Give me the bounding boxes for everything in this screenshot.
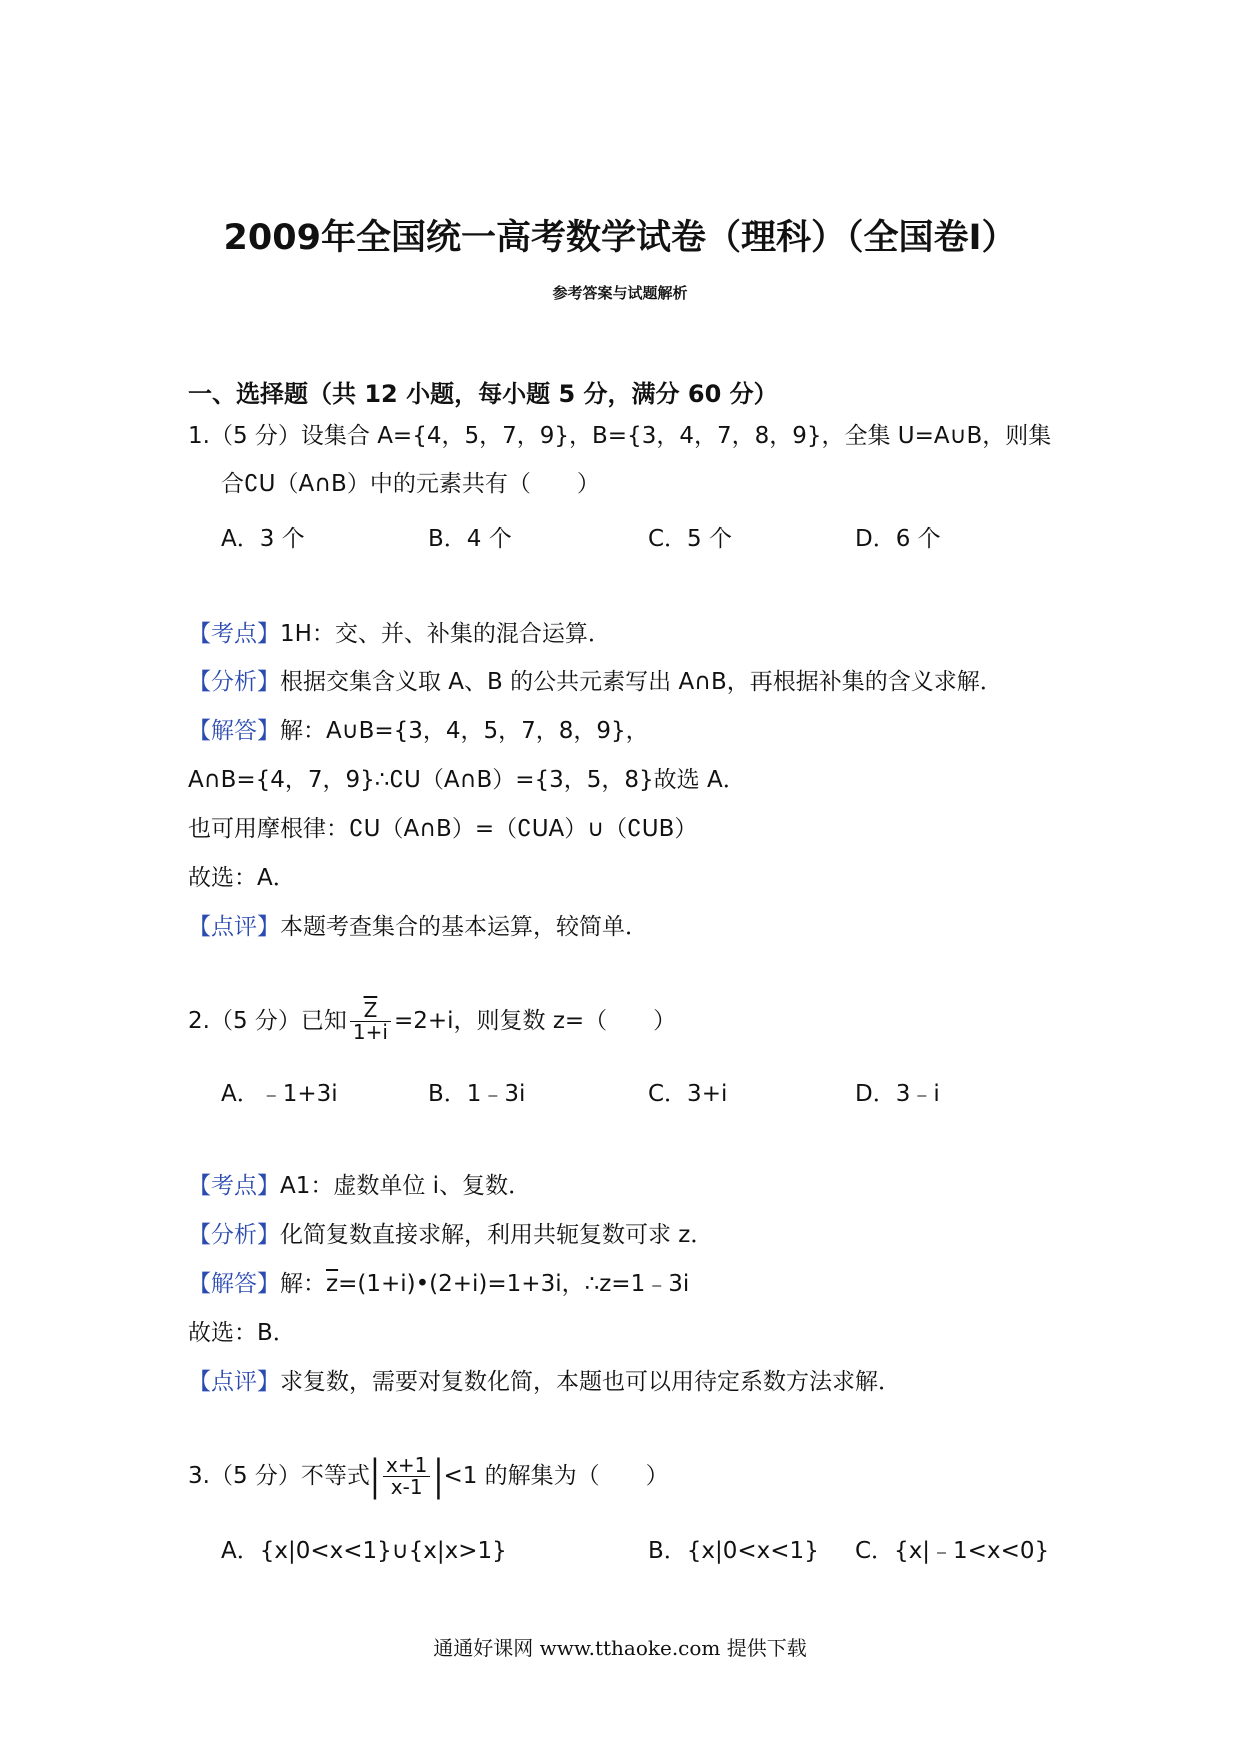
q2-option-c: C．3+i (648, 1081, 728, 1107)
q3-stem (188, 1451, 669, 1501)
q1-solution-line2: 也可用摩根律：∁U（A∩B）=（∁UA）∪（∁UB） (188, 816, 698, 842)
q1-jieda (188, 715, 649, 747)
q3-fraction (383, 1455, 430, 1498)
q2-option-d: D．3﹣i (855, 1081, 940, 1107)
q3-option-b: B．{x|0<x<1} (648, 1538, 819, 1564)
page-subtitle: 参考答案与试题解析 (552, 284, 688, 302)
q1-kaodian (188, 618, 611, 650)
section-heading: 一、选择题（共 12 小题，每小题 5 分，满分 60 分） (188, 380, 778, 408)
q2-kaodian (188, 1170, 531, 1202)
q1-kaodian-tag: 【考点】 (188, 621, 280, 647)
q2-conjugate-z: $\overline{z}$ (326, 1271, 339, 1297)
q2-fraction (350, 1000, 391, 1043)
q3-option-a: A．{x|0<x<1}∪{x|x>1} (221, 1538, 507, 1564)
q1-jieda-text: 解：A∪B={3，4，5，7，8，9}， (280, 718, 649, 744)
q1-solution-line3: 故选：A． (188, 865, 296, 891)
q2-dianping (188, 1366, 901, 1398)
q2-option-a: A．﹣1+3i (221, 1081, 338, 1107)
q2-stem-suffix: =2+i，则复数 z=（ ） (393, 1008, 677, 1034)
q1-option-d: D．6 个 (855, 526, 941, 552)
q1-dianping-text: 本题考查集合的基本运算，较简单． (280, 914, 648, 940)
footer-text: 通通好课网 www.tthaoke.com 提供下载 (433, 1636, 807, 1660)
q3-stem-prefix: 3.（5 分）不等式 (188, 1463, 370, 1489)
q1-solution-line1: A∩B={4，7，9}∴∁U（A∩B）={3，5，8}故选 A． (188, 767, 746, 793)
q2-fraction-numerator: $\overline{Z}$ (350, 1000, 391, 1022)
q1-stem-line1: 1.（5 分）设集合 A={4，5，7，9}，B={3，4，7，8，9}，全集 U=A∪B，则集 (188, 423, 1052, 449)
q2-jieda-prefix: 解： (280, 1271, 326, 1297)
q3-fraction-numerator: x+1 (383, 1455, 430, 1477)
q1-fenxi (188, 666, 1003, 698)
q2-option-b: B．1﹣3i (428, 1081, 526, 1107)
q2-fenxi-text: 化简复数直接求解，利用共轭复数可求 z． (280, 1222, 714, 1248)
q3-fraction-denominator: x-1 (390, 1475, 423, 1499)
q1-fenxi-tag: 【分析】 (188, 669, 280, 695)
q2-stem-prefix: 2.（5 分）已知 (188, 1008, 347, 1034)
q3-abs-bar-left: | (369, 1451, 380, 1501)
q3-abs-bar-right: | (433, 1451, 444, 1501)
q3-stem-suffix: <1 的解集为（ ） (443, 1463, 669, 1489)
q2-jieda-text: =(1+i)•(2+i)=1+3i，∴z=1﹣3i (338, 1271, 690, 1297)
q2-kaodian-text: A1：虚数单位 i、复数． (280, 1173, 532, 1199)
q1-fenxi-text: 根据交集含义取 A、B 的公共元素写出 A∩B，再根据补集的含义求解． (280, 669, 1003, 695)
q1-stem-line2: 合∁U（A∩B）中的元素共有（ ） (221, 471, 600, 497)
q2-stem (188, 1000, 676, 1043)
q1-jieda-tag: 【解答】 (188, 718, 280, 744)
q1-dianping (188, 911, 648, 943)
q1-dianping-tag: 【点评】 (188, 914, 280, 940)
q2-fenxi-tag: 【分析】 (188, 1222, 280, 1248)
q3-option-c: C．{x|﹣1<x<0} (855, 1538, 1050, 1564)
q1-option-b: B．4 个 (428, 526, 512, 552)
q2-fraction-denominator: 1+i (352, 1020, 388, 1044)
q2-kaodian-tag: 【考点】 (188, 1173, 280, 1199)
q1-option-a: A．3 个 (221, 526, 305, 552)
q2-fenxi (188, 1219, 713, 1251)
q2-dianping-tag: 【点评】 (188, 1369, 280, 1395)
page-title: 2009年全国统一高考数学试卷（理科）（全国卷Ⅰ） (223, 218, 1017, 258)
q2-solution-line1: 故选：B． (188, 1320, 296, 1346)
q2-jieda-tag: 【解答】 (188, 1271, 280, 1297)
q2-dianping-text: 求复数，需要对复数化简，本题也可以用待定系数方法求解． (280, 1369, 901, 1395)
q1-kaodian-text: 1H：交、并、补集的混合运算． (280, 621, 611, 647)
q2-jieda (188, 1268, 689, 1300)
q1-option-c: C．5 个 (648, 526, 733, 552)
